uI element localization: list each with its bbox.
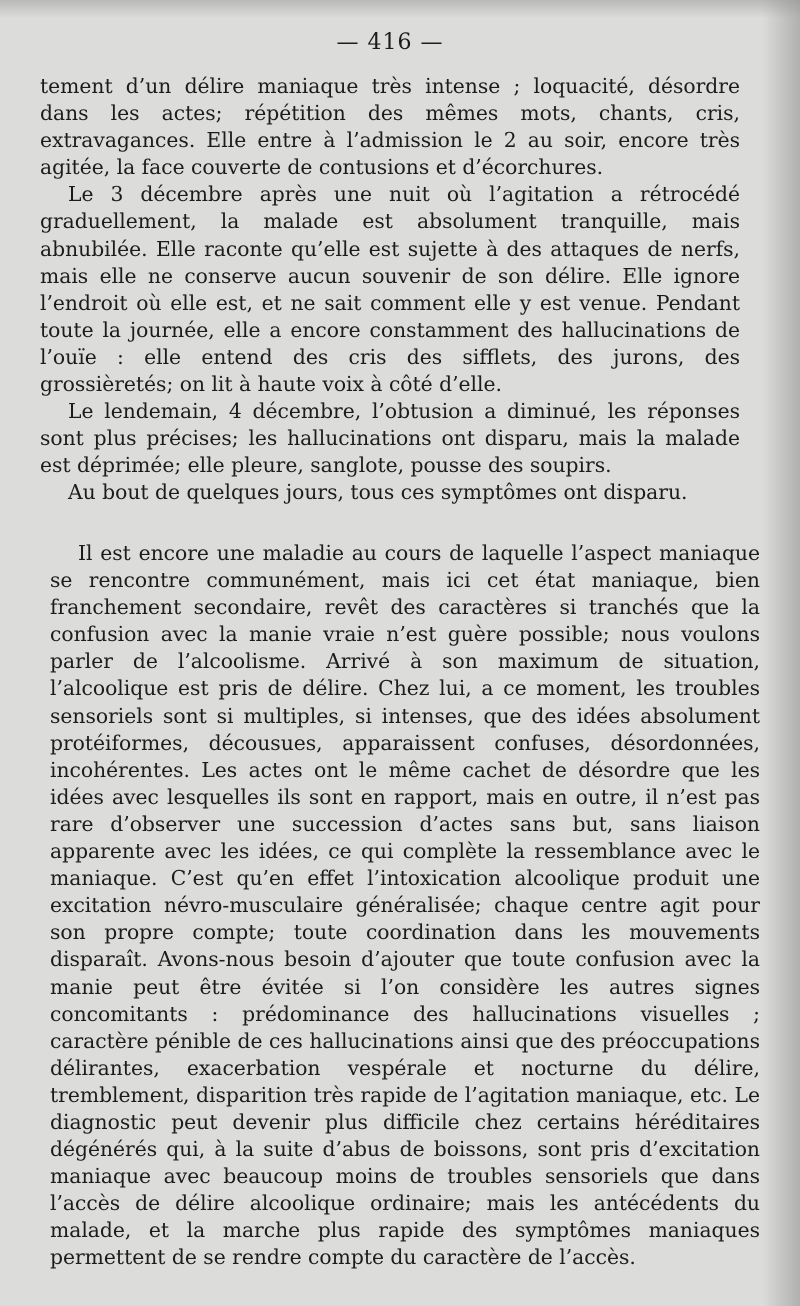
text-block-alcoolisme [50, 540, 760, 1272]
page-number: — 416 — [336, 30, 444, 55]
scan-edge-shadow [762, 0, 800, 1306]
paragraph-alcoolisme: Il est encore une maladie au cours de laquelle l’aspect maniaque se rencontre communément, mais ici cet état maniaque, bien franchement secondaire, revêt des caractères si tranchés que la confusion avec la manie vraie n’est guère possible; nous voulons parler de l’alcoolisme. Arrivé à son maximum de situation, l’alcoolique est pris de délire. Chez lui, a ce moment, les troubles sensoriels sont si multiples, si intenses, que des idées absolument protéiformes, décousues, apparaissent confuses, désordonnées, incohérentes. Les actes ont le même cachet de désordre que les idées avec lesquelles ils sont en rapport, mais en outre, il n’est pas rare d’observer une succession d’actes sans but, sans liaison apparente avec les idées, ce qui complète la ressemblance avec le maniaque. C’est qu’en effet l’intoxication alcoolique produit une excitation névro-musculaire généralisée; chaque centre agit pour son propre compte; toute coordination dans les mouvements disparaît. Avons-nous besoin d’ajouter que toute confusion avec la manie peut être évitée si l’on considère les autres signes concomitants : prédominance des hallucinations visuelles ; caractère pénible de ces hallucinations ainsi que des préoccupations délirantes, exacerbation vespérale et nocturne du délire, tremblement, disparition très rapide de l’agitation maniaque, etc. Le diagnostic peut devenir plus difficile chez certains héréditaires dégénérés qui, à la suite d’abus de boissons, sont pris d’excitation maniaque avec beaucoup moins de troubles sensoriels que dans l’accès de délire alcoolique ordinaire; mais les antécédents du malade, et la marche plus rapide des symptômes maniaques permettent de se rendre compte du caractère de l’accès. [50, 541, 760, 1270]
paragraph-quelques-jours: Au bout de quelques jours, tous ces symptômes ont disparu. [68, 480, 688, 505]
paragraph-3-decembre: Le 3 décembre après une nuit où l’agitation a rétrocédé graduellement, la malade est absolument tranquille, mais abnubilée. Elle raconte qu’elle est sujette à des attaques de nerfs, mais elle ne conserve aucun souvenir de son délire. Elle ignore l’endroit où elle est, et ne sait comment elle y est venue. Pendant toute la journée, elle a encore constamment des hallucinations de l’ouïe : elle entend des cris des sifflets, des jurons, des grossièretés; on lit à haute voix à côté d’elle. [40, 182, 740, 397]
text-block-observation [40, 73, 740, 507]
paragraph-4-decembre: Le lendemain, 4 décembre, l’obtusion a diminué, les réponses sont plus précises; les hallucinations ont disparu, mais la malade est déprimée; elle pleure, sanglote, pousse des soupirs. [40, 399, 740, 478]
paragraph-continuation: tement d’un délire maniaque très intense ; loquacité, désordre dans les actes; répétition des mêmes mots, chants, cris, extravagances. Elle entre à l’admission le 2 au soir, encore très agitée, la face couverte de contusions et d’écorchures. [40, 74, 740, 180]
scan-top-shadow [0, 0, 800, 18]
